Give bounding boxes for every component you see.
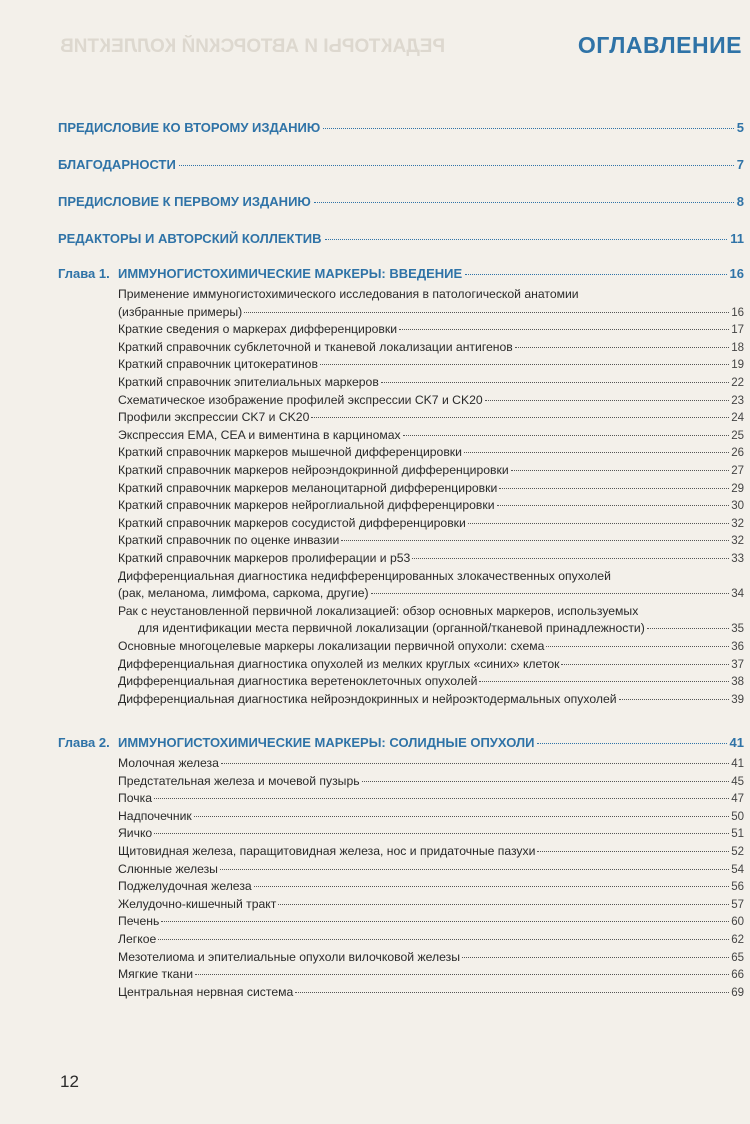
toc-item-page: 32 — [731, 517, 744, 530]
dot-leader — [462, 957, 729, 958]
toc-item-text: Экспрессия EMA, CEA и виментина в карциномах — [118, 427, 401, 442]
toc-item[interactable] — [118, 444, 744, 463]
dot-leader — [561, 664, 729, 665]
chapter-page: 41 — [729, 735, 744, 750]
toc-item-text: Краткий справочник по оценке инвазии — [118, 533, 340, 548]
page-title: ОГЛАВЛЕНИЕ — [577, 32, 742, 58]
toc-entry-page: 7 — [736, 157, 744, 172]
toc-item-line — [118, 374, 744, 393]
dot-leader — [647, 628, 729, 629]
dot-leader — [399, 329, 729, 330]
toc-item-text: Щитовидная железа, паращитовидная железа, нос и придаточные пазухи — [118, 844, 536, 858]
toc-item-page: 30 — [731, 500, 744, 513]
dot-leader — [158, 939, 729, 940]
toc-item-text: Основные многоцелевые маркеры локализации первичной опухоли: схема — [118, 639, 545, 653]
dot-leader — [479, 681, 729, 682]
dot-leader — [220, 869, 729, 870]
toc-item-line — [118, 673, 744, 692]
toc-entry-page: 11 — [730, 231, 744, 246]
toc-item-text: Дифференциальная диагностика веретеноклеточных опухолей — [118, 674, 478, 689]
toc-item-page: 69 — [731, 986, 744, 999]
toc-entry[interactable] — [58, 157, 744, 172]
toc-item[interactable] — [118, 825, 744, 844]
toc-item-line — [118, 392, 744, 411]
chapter-number: Глава 2. — [58, 735, 110, 750]
dot-leader — [221, 763, 729, 764]
toc-item-line — [118, 339, 744, 358]
toc-item-text: Дифференциальная диагностика опухолей из мелких круглых «синих» клеток — [118, 656, 560, 671]
dot-leader — [325, 239, 728, 240]
dot-leader — [320, 364, 729, 365]
chapter-heading[interactable] — [58, 266, 744, 281]
dot-leader — [546, 646, 729, 647]
toc-item-text: Краткий справочник маркеров мышечной дифференцировки — [118, 445, 462, 460]
toc-item-page: 41 — [731, 758, 744, 770]
toc-item-text: Мезотелиома и эпителиальные опухоли вилочковой железы — [118, 949, 460, 964]
toc-item-line — [118, 497, 744, 516]
toc-item[interactable] — [118, 339, 744, 358]
dot-leader — [537, 851, 729, 852]
toc-item[interactable] — [118, 949, 744, 968]
toc-item[interactable] — [118, 896, 744, 915]
toc-entry-label: БЛАГОДАРНОСТИ — [58, 157, 176, 172]
dot-leader — [179, 165, 734, 166]
toc-item-line — [118, 515, 744, 534]
toc-item[interactable] — [118, 966, 744, 985]
toc-item-page: 32 — [731, 535, 744, 548]
toc-item[interactable] — [118, 861, 744, 880]
toc-item-text: Легкое — [118, 932, 157, 946]
dot-leader — [254, 886, 730, 887]
toc-item-line — [118, 931, 744, 950]
dot-leader — [154, 833, 729, 834]
dot-leader — [497, 505, 730, 506]
toc-item[interactable] — [118, 286, 744, 322]
dot-leader — [468, 523, 729, 524]
toc-item-page: 27 — [731, 465, 744, 477]
toc-item-text: Краткий справочник маркеров пролиферации и p53 — [118, 551, 411, 565]
dot-leader — [194, 816, 729, 817]
toc-entry-page: 8 — [736, 194, 744, 209]
toc-item-page: 22 — [731, 377, 744, 389]
dot-leader — [499, 488, 729, 489]
toc-item-line — [118, 773, 744, 792]
toc-item[interactable] — [118, 808, 744, 827]
toc-item-page: 33 — [731, 553, 744, 565]
dot-leader — [537, 743, 726, 744]
toc-item-line — [118, 656, 744, 675]
dot-leader — [619, 699, 730, 700]
toc-item-text: Мягкие ткани — [118, 967, 193, 982]
toc-item-text: Применение иммуногистохимического исследования в патологической анатомии — [118, 287, 579, 301]
toc-item-text: Краткий справочник маркеров нейроэндокринной дифференцировки — [118, 463, 509, 477]
dot-leader — [278, 904, 729, 905]
toc-item-line — [118, 638, 744, 657]
toc-item[interactable] — [118, 515, 744, 534]
toc-item-line — [118, 568, 744, 586]
toc-item-text: для идентификации места первичной локализации (органной/тканевой принадлежности) — [138, 621, 645, 636]
toc-item-line — [118, 861, 744, 880]
toc-item-page: 25 — [731, 429, 744, 442]
toc-item-line — [118, 550, 744, 569]
toc-item-line — [118, 409, 744, 428]
toc-item[interactable] — [118, 878, 744, 897]
toc-item-line — [118, 878, 744, 897]
toc-item-page: 39 — [731, 693, 744, 706]
toc-item-page: 45 — [731, 775, 744, 788]
toc-item-line — [118, 825, 744, 844]
toc-item[interactable] — [118, 462, 744, 481]
toc-item-text: Почка — [118, 791, 152, 806]
dot-leader — [485, 400, 730, 401]
dot-leader — [511, 470, 730, 471]
toc-item-line — [118, 896, 744, 915]
toc-item-line — [118, 984, 744, 1003]
toc-item-line — [118, 286, 744, 304]
toc-item-line — [118, 603, 744, 621]
toc-item-page: 17 — [731, 324, 744, 337]
dot-leader — [464, 452, 729, 453]
toc-item[interactable] — [118, 374, 744, 393]
dot-leader — [403, 435, 730, 436]
toc-item-line — [118, 304, 744, 323]
toc-item-line — [118, 356, 744, 375]
dot-leader — [311, 417, 729, 418]
toc-item-page: 24 — [731, 412, 744, 425]
toc-entry-label: ПРЕДИСЛОВИЕ КО ВТОРОМУ ИЗДАНИЮ — [58, 120, 321, 135]
toc-item[interactable] — [118, 603, 744, 639]
toc-item-page: 47 — [731, 793, 744, 806]
toc-item[interactable] — [118, 550, 744, 569]
toc-item-text: Краткий справочник маркеров сосудистой дифференцировки — [118, 515, 466, 530]
toc-item-text: Надпочечник — [118, 808, 192, 823]
toc-entry[interactable] — [58, 194, 744, 209]
dot-leader — [295, 992, 729, 993]
toc-item-line — [118, 808, 744, 827]
toc-item-page: 51 — [731, 828, 744, 841]
toc-item-page: 54 — [731, 863, 744, 876]
toc-item[interactable] — [118, 773, 744, 792]
toc-item[interactable] — [118, 691, 744, 710]
toc-item[interactable] — [118, 409, 744, 428]
toc-item[interactable] — [118, 532, 744, 551]
toc-item-text: Дифференциальная диагностика недифференцированных злокачественных опухолей — [118, 568, 611, 583]
toc-item-text: Краткий справочник эпителиальных маркеров — [118, 375, 379, 389]
toc-item-page: 65 — [731, 951, 744, 964]
toc-item[interactable] — [118, 392, 744, 411]
toc-item-page: 50 — [731, 810, 744, 823]
toc-item-text: Схематическое изображение профилей экспрессии CK7 и CK20 — [118, 392, 483, 407]
chapter-number: Глава 1. — [58, 266, 110, 281]
toc-item-line — [118, 620, 744, 639]
toc-item-text: (рак, меланома, лимфома, саркома, другие) — [118, 586, 369, 601]
toc-item[interactable] — [118, 321, 744, 340]
toc-item-line — [118, 966, 744, 985]
toc-item-line — [118, 321, 744, 340]
chapter-title: ИММУНОГИСТОХИМИЧЕСКИЕ МАРКЕРЫ: ВВЕДЕНИЕ — [118, 266, 463, 281]
toc-item-page: 35 — [731, 623, 744, 636]
dot-leader — [515, 347, 729, 348]
toc-item-text: Рак с неустановленной первичной локализацией: обзор основных маркеров, используемых — [118, 603, 639, 618]
toc-item[interactable] — [118, 790, 744, 809]
toc-item-page: 16 — [731, 306, 744, 319]
toc-item-page: 52 — [731, 846, 744, 858]
toc-item-line — [118, 585, 744, 604]
toc-item-text: Краткие сведения о маркерах дифференцировки — [118, 322, 398, 337]
toc-item-page: 37 — [731, 658, 744, 671]
dot-leader — [465, 274, 726, 275]
toc-item[interactable] — [118, 843, 744, 862]
toc-item-text: Краткий справочник маркеров меланоцитарной дифференцировки — [118, 480, 498, 495]
toc-item[interactable] — [118, 568, 744, 604]
toc-item-page: 60 — [731, 916, 744, 929]
toc-item-line — [118, 843, 744, 862]
toc-item-line — [118, 913, 744, 932]
toc-item-text: Слюнные железы — [118, 861, 218, 876]
toc-item[interactable] — [118, 931, 744, 950]
toc-item[interactable] — [118, 638, 744, 657]
toc-item-page: 34 — [731, 588, 744, 601]
chapter-title: ИММУНОГИСТОХИМИЧЕСКИЕ МАРКЕРЫ: СОЛИДНЫЕ ОПУХОЛИ — [118, 735, 535, 750]
toc-entry-label: РЕДАКТОРЫ И АВТОРСКИЙ КОЛЛЕКТИВ — [58, 231, 322, 246]
toc-item-line — [118, 480, 744, 499]
dot-leader — [195, 974, 729, 975]
toc-item-text: Краткий справочник субклеточной и тканевой локализации антигенов — [118, 339, 513, 354]
toc-item-page: 26 — [731, 447, 744, 460]
toc-item-text: Поджелудочная железа — [118, 879, 252, 894]
toc-item-text: Краткий справочник маркеров нейроглиальной дифференцировки — [118, 498, 495, 513]
toc-item-text: Яичко — [118, 826, 153, 841]
toc-item-page: 38 — [731, 676, 744, 689]
toc-item-text: Профили экспрессии CK7 и CK20 — [118, 410, 310, 425]
toc-item-page: 66 — [731, 969, 744, 982]
toc-item-text: Предстательная железа и мочевой пузырь — [118, 773, 360, 788]
toc-item-text: Дифференциальная диагностика нейроэндокринных и нейроэктодермальных опухолей — [118, 691, 617, 706]
dot-leader — [244, 312, 729, 313]
toc-item-text: (избранные примеры) — [118, 304, 243, 319]
toc-entry-label: ПРЕДИСЛОВИЕ К ПЕРВОМУ ИЗДАНИЮ — [58, 194, 311, 209]
dot-leader — [341, 540, 729, 541]
toc-item-line — [118, 949, 744, 968]
toc-item-page: 36 — [731, 641, 744, 653]
toc-item-line — [118, 532, 744, 551]
toc-entry[interactable] — [58, 231, 744, 246]
chapter-page: 16 — [729, 266, 744, 281]
toc-item-page: 29 — [731, 482, 744, 495]
toc-item-text: Желудочно-кишечный тракт — [118, 896, 277, 911]
toc-item[interactable] — [118, 497, 744, 516]
toc-item[interactable] — [118, 427, 744, 446]
dot-leader — [381, 382, 729, 383]
dot-leader — [412, 558, 729, 559]
toc-item-text: Краткий справочник цитокератинов — [118, 357, 318, 372]
dot-leader — [323, 128, 733, 129]
toc-item-line — [118, 691, 744, 710]
toc-item-line — [118, 755, 744, 774]
toc-item[interactable] — [118, 480, 744, 499]
toc-item-page: 62 — [731, 934, 744, 946]
toc-item[interactable] — [118, 656, 744, 675]
toc-item-page: 19 — [731, 359, 744, 372]
dot-leader — [371, 593, 730, 594]
toc-entry[interactable] — [58, 120, 744, 135]
toc-item-page: 57 — [731, 898, 744, 911]
page-number: 12 — [60, 1072, 79, 1091]
toc-item-text: Центральная нервная система — [118, 984, 294, 999]
dot-leader — [362, 781, 730, 782]
bleed-through-text: РЕДАКТОРЫ И АВТОРСКИЙ КОЛЛЕКТИВ — [60, 36, 446, 57]
dot-leader — [154, 798, 729, 799]
toc-item[interactable] — [118, 984, 744, 1003]
toc-entry-page: 5 — [736, 120, 744, 135]
toc-item-page: 23 — [731, 394, 744, 407]
toc-item-line — [118, 790, 744, 809]
toc-item-page: 18 — [731, 341, 744, 354]
toc-item-page: 56 — [731, 881, 744, 894]
toc-item-text: Печень — [118, 914, 160, 929]
dot-leader — [161, 921, 729, 922]
chapter-heading[interactable] — [58, 735, 744, 750]
toc-item-line — [118, 444, 744, 463]
toc-item-line — [118, 462, 744, 481]
toc-item[interactable] — [118, 356, 744, 375]
toc-item-text: Молочная железа — [118, 756, 219, 770]
toc-item[interactable] — [118, 913, 744, 932]
toc-item-line — [118, 427, 744, 446]
toc-item[interactable] — [118, 755, 744, 774]
dot-leader — [314, 202, 734, 203]
toc-item[interactable] — [118, 673, 744, 692]
